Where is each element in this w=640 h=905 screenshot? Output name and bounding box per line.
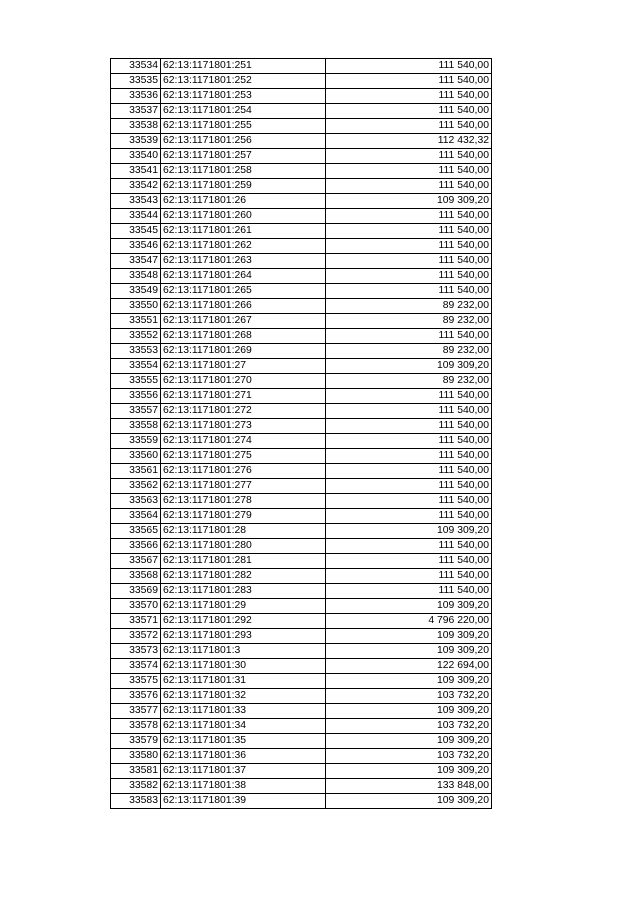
- row-number-cell: 33569: [111, 584, 161, 599]
- row-number-cell: 33567: [111, 554, 161, 569]
- cadastral-number-cell: 62:13:1171801:261: [161, 224, 326, 239]
- cadastral-value-cell: 111 540,00: [326, 554, 492, 569]
- row-number-cell: 33557: [111, 404, 161, 419]
- row-number-cell: 33582: [111, 779, 161, 794]
- table-row: [111, 494, 492, 509]
- cadastral-number-cell: 62:13:1171801:259: [161, 179, 326, 194]
- cadastral-value-cell: 109 309,20: [326, 359, 492, 374]
- cadastral-number-cell: 62:13:1171801:275: [161, 449, 326, 464]
- table-row: [111, 734, 492, 749]
- cadastral-number-cell: 62:13:1171801:277: [161, 479, 326, 494]
- row-number-cell: 33564: [111, 509, 161, 524]
- cadastral-number-cell: 62:13:1171801:26: [161, 194, 326, 209]
- row-number-cell: 33550: [111, 299, 161, 314]
- cadastral-number-cell: 62:13:1171801:35: [161, 734, 326, 749]
- row-number-cell: 33579: [111, 734, 161, 749]
- row-number-cell: 33561: [111, 464, 161, 479]
- row-number-cell: 33534: [111, 59, 161, 74]
- table-row: [111, 524, 492, 539]
- cadastral-number-cell: 62:13:1171801:274: [161, 434, 326, 449]
- cadastral-number-cell: 62:13:1171801:29: [161, 599, 326, 614]
- cadastral-value-cell: 111 540,00: [326, 434, 492, 449]
- cadastral-number-cell: 62:13:1171801:279: [161, 509, 326, 524]
- row-number-cell: 33578: [111, 719, 161, 734]
- row-number-cell: 33549: [111, 284, 161, 299]
- cadastral-value-cell: 89 232,00: [326, 374, 492, 389]
- row-number-cell: 33535: [111, 74, 161, 89]
- cadastral-number-cell: 62:13:1171801:33: [161, 704, 326, 719]
- cadastral-value-cell: 109 309,20: [326, 734, 492, 749]
- row-number-cell: 33562: [111, 479, 161, 494]
- cadastral-value-cell: 111 540,00: [326, 239, 492, 254]
- cadastral-value-cell: 103 732,20: [326, 719, 492, 734]
- cadastral-number-cell: 62:13:1171801:255: [161, 119, 326, 134]
- cadastral-value-cell: 109 309,20: [326, 599, 492, 614]
- cadastral-number-cell: 62:13:1171801:293: [161, 629, 326, 644]
- cadastral-number-cell: 62:13:1171801:265: [161, 284, 326, 299]
- table-row: [111, 314, 492, 329]
- table-row: [111, 374, 492, 389]
- cadastral-value-cell: 109 309,20: [326, 674, 492, 689]
- cadastral-value-cell: 109 309,20: [326, 794, 492, 809]
- table-row: [111, 419, 492, 434]
- table-row: [111, 359, 492, 374]
- row-number-cell: 33542: [111, 179, 161, 194]
- row-number-cell: 33540: [111, 149, 161, 164]
- row-number-cell: 33566: [111, 539, 161, 554]
- table-row: [111, 779, 492, 794]
- cadastral-number-cell: 62:13:1171801:292: [161, 614, 326, 629]
- table-row: [111, 209, 492, 224]
- cadastral-value-cell: 109 309,20: [326, 194, 492, 209]
- table-row: [111, 59, 492, 74]
- row-number-cell: 33572: [111, 629, 161, 644]
- row-number-cell: 33574: [111, 659, 161, 674]
- table-row: [111, 224, 492, 239]
- cadastral-number-cell: 62:13:1171801:257: [161, 149, 326, 164]
- row-number-cell: 33571: [111, 614, 161, 629]
- cadastral-number-cell: 62:13:1171801:39: [161, 794, 326, 809]
- table-row: [111, 659, 492, 674]
- cadastral-number-cell: 62:13:1171801:273: [161, 419, 326, 434]
- table-row: [111, 254, 492, 269]
- table-row: [111, 479, 492, 494]
- table-row: [111, 344, 492, 359]
- row-number-cell: 33539: [111, 134, 161, 149]
- table-row: [111, 284, 492, 299]
- cadastral-value-cell: 111 540,00: [326, 254, 492, 269]
- cadastral-number-cell: 62:13:1171801:34: [161, 719, 326, 734]
- row-number-cell: 33538: [111, 119, 161, 134]
- cadastral-number-cell: 62:13:1171801:258: [161, 164, 326, 179]
- cadastral-number-cell: 62:13:1171801:38: [161, 779, 326, 794]
- table-row: [111, 299, 492, 314]
- table-row: [111, 329, 492, 344]
- table-row: [111, 719, 492, 734]
- table-row: [111, 539, 492, 554]
- row-number-cell: 33565: [111, 524, 161, 539]
- table-row: [111, 584, 492, 599]
- row-number-cell: 33576: [111, 689, 161, 704]
- cadastral-value-cell: 133 848,00: [326, 779, 492, 794]
- cadastral-value-cell: 111 540,00: [326, 449, 492, 464]
- cadastral-value-cell: 111 540,00: [326, 89, 492, 104]
- cadastral-value-cell: 89 232,00: [326, 314, 492, 329]
- cadastral-value-cell: 111 540,00: [326, 539, 492, 554]
- table-row: [111, 134, 492, 149]
- row-number-cell: 33548: [111, 269, 161, 284]
- cadastral-value-cell: 111 540,00: [326, 584, 492, 599]
- row-number-cell: 33544: [111, 209, 161, 224]
- table-row: [111, 389, 492, 404]
- cadastral-number-cell: 62:13:1171801:27: [161, 359, 326, 374]
- table-row: [111, 464, 492, 479]
- cadastral-value-cell: 111 540,00: [326, 494, 492, 509]
- table-row: [111, 74, 492, 89]
- table-row: [111, 569, 492, 584]
- cadastral-value-cell: 111 540,00: [326, 284, 492, 299]
- cadastral-number-cell: 62:13:1171801:282: [161, 569, 326, 584]
- row-number-cell: 33556: [111, 389, 161, 404]
- cadastral-number-cell: 62:13:1171801:267: [161, 314, 326, 329]
- row-number-cell: 33581: [111, 764, 161, 779]
- cadastral-number-cell: 62:13:1171801:3: [161, 644, 326, 659]
- cadastral-value-cell: 111 540,00: [326, 269, 492, 284]
- cadastral-number-cell: 62:13:1171801:268: [161, 329, 326, 344]
- cadastral-value-cell: 111 540,00: [326, 569, 492, 584]
- cadastral-value-cell: 111 540,00: [326, 464, 492, 479]
- cadastral-number-cell: 62:13:1171801:32: [161, 689, 326, 704]
- table-row: [111, 434, 492, 449]
- row-number-cell: 33563: [111, 494, 161, 509]
- table-row: [111, 269, 492, 284]
- cadastral-number-cell: 62:13:1171801:253: [161, 89, 326, 104]
- cadastral-value-cell: 111 540,00: [326, 164, 492, 179]
- cadastral-number-cell: 62:13:1171801:278: [161, 494, 326, 509]
- row-number-cell: 33583: [111, 794, 161, 809]
- row-number-cell: 33536: [111, 89, 161, 104]
- cadastral-value-cell: 4 796 220,00: [326, 614, 492, 629]
- table-row: [111, 119, 492, 134]
- table-row: [111, 629, 492, 644]
- cadastral-value-cell: 109 309,20: [326, 764, 492, 779]
- row-number-cell: 33577: [111, 704, 161, 719]
- cadastral-number-cell: 62:13:1171801:272: [161, 404, 326, 419]
- cadastral-number-cell: 62:13:1171801:266: [161, 299, 326, 314]
- cadastral-value-cell: 109 309,20: [326, 629, 492, 644]
- table-body: [111, 59, 492, 809]
- cadastral-value-cell: 122 694,00: [326, 659, 492, 674]
- cadastral-number-cell: 62:13:1171801:260: [161, 209, 326, 224]
- cadastral-number-cell: 62:13:1171801:256: [161, 134, 326, 149]
- cadastral-number-cell: 62:13:1171801:254: [161, 104, 326, 119]
- cadastral-number-cell: 62:13:1171801:37: [161, 764, 326, 779]
- row-number-cell: 33554: [111, 359, 161, 374]
- cadastral-number-cell: 62:13:1171801:263: [161, 254, 326, 269]
- document-page: [110, 58, 492, 809]
- row-number-cell: 33573: [111, 644, 161, 659]
- cadastral-value-cell: 111 540,00: [326, 209, 492, 224]
- cadastral-value-cell: 111 540,00: [326, 149, 492, 164]
- table-row: [111, 599, 492, 614]
- cadastral-value-cell: 111 540,00: [326, 479, 492, 494]
- cadastral-number-cell: 62:13:1171801:283: [161, 584, 326, 599]
- table-row: [111, 104, 492, 119]
- cadastral-value-cell: 109 309,20: [326, 524, 492, 539]
- cadastral-value-cell: 111 540,00: [326, 329, 492, 344]
- cadastral-number-cell: 62:13:1171801:252: [161, 74, 326, 89]
- row-number-cell: 33547: [111, 254, 161, 269]
- table-row: [111, 794, 492, 809]
- row-number-cell: 33575: [111, 674, 161, 689]
- table-row: [111, 449, 492, 464]
- cadastral-number-cell: 62:13:1171801:28: [161, 524, 326, 539]
- table-row: [111, 749, 492, 764]
- cadastral-value-cell: 103 732,20: [326, 749, 492, 764]
- cadastral-number-cell: 62:13:1171801:271: [161, 389, 326, 404]
- cadastral-number-cell: 62:13:1171801:269: [161, 344, 326, 359]
- cadastral-value-cell: 112 432,32: [326, 134, 492, 149]
- table-row: [111, 614, 492, 629]
- row-number-cell: 33552: [111, 329, 161, 344]
- table-row: [111, 554, 492, 569]
- cadastral-number-cell: 62:13:1171801:280: [161, 539, 326, 554]
- table-row: [111, 704, 492, 719]
- table-row: [111, 764, 492, 779]
- table-row: [111, 194, 492, 209]
- table-row: [111, 689, 492, 704]
- table-row: [111, 179, 492, 194]
- row-number-cell: 33546: [111, 239, 161, 254]
- cadastral-value-cell: 109 309,20: [326, 644, 492, 659]
- cadastral-value-cell: 111 540,00: [326, 74, 492, 89]
- row-number-cell: 33580: [111, 749, 161, 764]
- cadastral-number-cell: 62:13:1171801:281: [161, 554, 326, 569]
- cadastral-value-table: [110, 58, 492, 809]
- row-number-cell: 33545: [111, 224, 161, 239]
- cadastral-value-cell: 111 540,00: [326, 509, 492, 524]
- cadastral-number-cell: 62:13:1171801:31: [161, 674, 326, 689]
- cadastral-number-cell: 62:13:1171801:30: [161, 659, 326, 674]
- cadastral-value-cell: 103 732,20: [326, 689, 492, 704]
- table-row: [111, 164, 492, 179]
- cadastral-value-cell: 111 540,00: [326, 179, 492, 194]
- cadastral-number-cell: 62:13:1171801:264: [161, 269, 326, 284]
- table-row: [111, 89, 492, 104]
- row-number-cell: 33551: [111, 314, 161, 329]
- table-row: [111, 509, 492, 524]
- cadastral-number-cell: 62:13:1171801:251: [161, 59, 326, 74]
- row-number-cell: 33559: [111, 434, 161, 449]
- cadastral-number-cell: 62:13:1171801:276: [161, 464, 326, 479]
- row-number-cell: 33568: [111, 569, 161, 584]
- cadastral-value-cell: 111 540,00: [326, 104, 492, 119]
- table-row: [111, 149, 492, 164]
- row-number-cell: 33555: [111, 374, 161, 389]
- cadastral-number-cell: 62:13:1171801:262: [161, 239, 326, 254]
- cadastral-value-cell: 89 232,00: [326, 299, 492, 314]
- cadastral-value-cell: 111 540,00: [326, 59, 492, 74]
- row-number-cell: 33541: [111, 164, 161, 179]
- cadastral-value-cell: 111 540,00: [326, 224, 492, 239]
- row-number-cell: 33570: [111, 599, 161, 614]
- row-number-cell: 33558: [111, 419, 161, 434]
- table-row: [111, 644, 492, 659]
- table-row: [111, 404, 492, 419]
- cadastral-number-cell: 62:13:1171801:270: [161, 374, 326, 389]
- cadastral-value-cell: 111 540,00: [326, 119, 492, 134]
- row-number-cell: 33553: [111, 344, 161, 359]
- cadastral-value-cell: 89 232,00: [326, 344, 492, 359]
- table-row: [111, 239, 492, 254]
- row-number-cell: 33560: [111, 449, 161, 464]
- cadastral-value-cell: 111 540,00: [326, 404, 492, 419]
- cadastral-value-cell: 109 309,20: [326, 704, 492, 719]
- table-row: [111, 674, 492, 689]
- cadastral-number-cell: 62:13:1171801:36: [161, 749, 326, 764]
- row-number-cell: 33543: [111, 194, 161, 209]
- row-number-cell: 33537: [111, 104, 161, 119]
- cadastral-value-cell: 111 540,00: [326, 389, 492, 404]
- cadastral-value-cell: 111 540,00: [326, 419, 492, 434]
